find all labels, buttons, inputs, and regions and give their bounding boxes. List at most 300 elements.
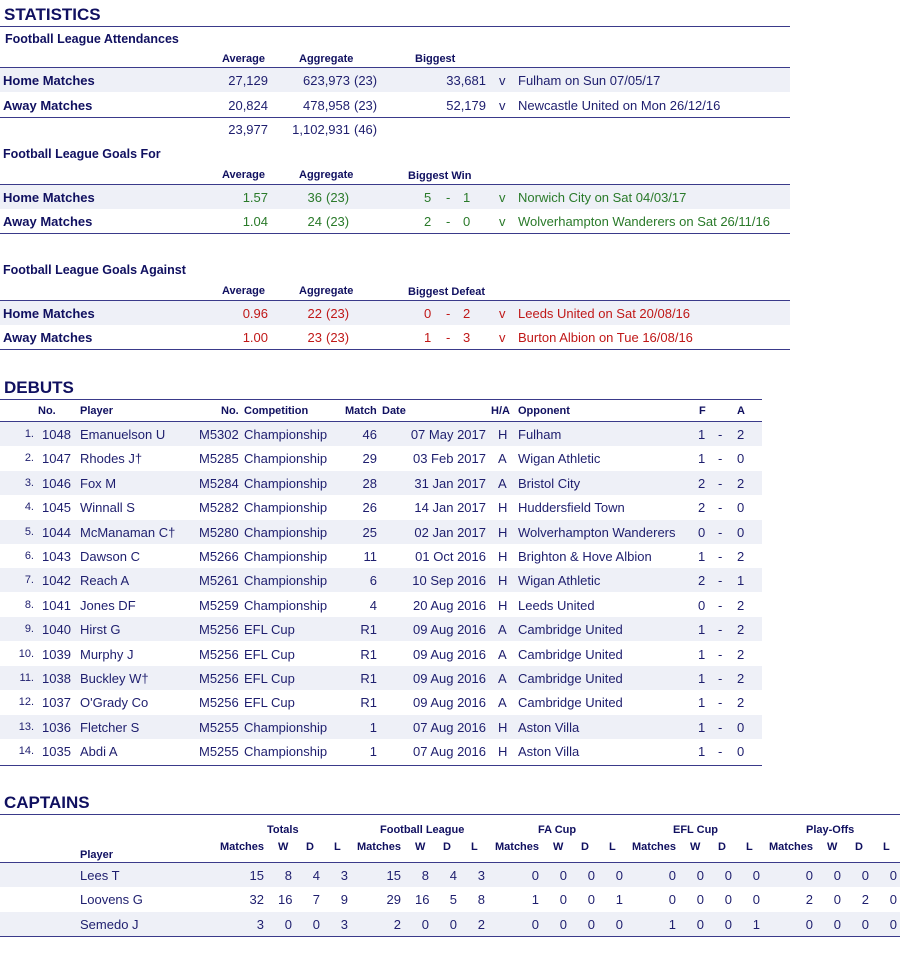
col-average: Average	[222, 53, 266, 65]
opponent-name: Cambridge United	[518, 646, 623, 662]
captain-stat: 2	[805, 892, 813, 908]
statistics-title: STATISTICS	[4, 5, 101, 24]
col-date: Date	[382, 405, 406, 417]
match-round: R1	[360, 622, 377, 638]
score-against: 0	[737, 719, 745, 735]
competition: EFL Cup	[244, 671, 295, 686]
score-dash: -	[718, 427, 723, 442]
home-away: A	[498, 475, 507, 491]
versus: v	[499, 306, 506, 321]
match-number: M5256	[199, 646, 239, 662]
debut-number: 1041	[42, 597, 71, 613]
match-round: 4	[369, 597, 377, 613]
match-number: M5302	[199, 427, 239, 442]
score-dash: -	[446, 214, 451, 229]
score-against: 3	[463, 330, 471, 345]
col-debut-no: No.	[38, 405, 56, 417]
debut-number: 1046	[42, 475, 71, 491]
match-date: 10 Sep 2016	[412, 573, 486, 589]
player-name: Emanuelson U	[80, 427, 166, 442]
player-name: Dawson C	[80, 549, 140, 564]
row-label: Away Matches	[3, 330, 93, 345]
captain-stat: 0	[889, 868, 897, 883]
group-fa-cup: FA Cup	[538, 824, 577, 836]
player-name: Murphy J	[80, 646, 134, 662]
divider	[0, 349, 790, 350]
home-away: A	[498, 646, 507, 662]
captain-stat: 9	[340, 892, 348, 908]
opponent-name: Aston Villa	[518, 719, 580, 735]
player-name: Abdi A	[80, 744, 118, 760]
col-aggregate: Aggregate	[299, 169, 354, 181]
score-for: 1	[698, 744, 706, 760]
captain-stat: 16	[278, 892, 293, 908]
col-l: L	[334, 841, 341, 853]
col-competition: Competition	[244, 405, 309, 417]
score-against: 0	[737, 524, 745, 540]
match-round: 11	[363, 549, 377, 564]
score-dash: -	[446, 330, 451, 345]
group-efl-cup: EFL Cup	[673, 824, 719, 836]
captain-stat: 0	[531, 868, 539, 883]
divider	[0, 117, 790, 118]
match-count: (23)	[354, 98, 378, 113]
match-round: R1	[360, 695, 377, 711]
average-value: 0.96	[242, 306, 268, 321]
captain-stat: 8	[421, 868, 429, 883]
divider	[0, 399, 762, 400]
col-against: A	[737, 405, 745, 417]
col-player: Player	[80, 405, 114, 417]
row-index: 2.	[24, 452, 34, 465]
aggregate-value: 36	[307, 190, 322, 205]
captain-stat: 8	[477, 892, 485, 908]
score-dash: -	[718, 622, 723, 638]
score-for: 1	[698, 622, 706, 638]
match-count: (23)	[326, 306, 350, 321]
score-against: 2	[737, 622, 745, 638]
captains-title: CAPTAINS	[4, 793, 90, 812]
col-l: L	[746, 841, 753, 853]
row-label: Home Matches	[3, 190, 95, 205]
row-index: 14.	[18, 745, 34, 758]
col-biggest-win: Biggest Win	[408, 170, 472, 182]
match-date: 07 Aug 2016	[412, 744, 486, 760]
captain-stat: 0	[615, 916, 623, 932]
debut-number: 1043	[42, 549, 71, 564]
divider	[0, 814, 900, 815]
col-matches: Matches	[769, 841, 814, 853]
captain-stat: 0	[724, 892, 732, 908]
match-number: M5266	[199, 549, 239, 564]
col-matches: Matches	[632, 841, 677, 853]
group-totals: Totals	[267, 824, 299, 836]
captain-name: Semedo J	[80, 916, 139, 932]
divider	[0, 936, 900, 937]
col-aggregate: Aggregate	[299, 53, 354, 65]
biggest-detail: Newcastle United on Mon 26/12/16	[518, 98, 721, 113]
score-for: 5	[424, 190, 432, 205]
competition: Championship	[244, 573, 328, 589]
score-dash: -	[446, 306, 451, 321]
score-dash: -	[718, 451, 723, 467]
col-d: D	[718, 841, 726, 853]
score-against: 2	[737, 695, 745, 711]
match-date: 31 Jan 2017	[414, 475, 486, 491]
captain-stat: 0	[668, 892, 676, 908]
opponent-name: Leeds United	[518, 597, 595, 613]
col-w: W	[553, 841, 564, 853]
col-w: W	[690, 841, 701, 853]
competition: Championship	[244, 597, 328, 613]
row-label: Home Matches	[3, 306, 95, 321]
col-l: L	[471, 841, 478, 853]
match-round: 1	[369, 719, 377, 735]
score-for: 1	[698, 549, 706, 564]
score-for: 1	[698, 695, 706, 711]
score-against: 0	[737, 451, 745, 467]
match-number: M5255	[199, 719, 239, 735]
opponent-name: Huddersfield Town	[518, 500, 625, 516]
debut-number: 1037	[42, 695, 71, 711]
row-index: 7.	[24, 574, 34, 587]
captain-stat: 2	[393, 916, 401, 932]
col-match-no: No.	[221, 405, 239, 417]
player-name: Jones DF	[80, 597, 136, 613]
col-d: D	[306, 841, 314, 853]
attendance-title: Football League Attendances	[5, 32, 179, 46]
col-home-away: H/A	[491, 405, 510, 417]
match-date: 20 Aug 2016	[412, 597, 486, 613]
biggest-detail: Burton Albion on Tue 16/08/16	[518, 330, 693, 345]
score-dash: -	[718, 597, 723, 613]
score-for: 1	[424, 330, 432, 345]
aggregate-value: 623,973	[303, 73, 350, 88]
score-dash: -	[718, 524, 723, 540]
opponent-name: Cambridge United	[518, 671, 623, 686]
competition: EFL Cup	[244, 646, 295, 662]
biggest-value: 52,179	[446, 98, 486, 113]
opponent-name: Fulham	[518, 427, 562, 442]
score-against: 1	[463, 190, 471, 205]
debut-number: 1048	[42, 427, 71, 442]
captain-stat: 0	[752, 868, 760, 883]
captain-stat: 0	[615, 868, 623, 883]
biggest-detail: Fulham on Sun 07/05/17	[518, 73, 661, 88]
group-play-offs: Play-Offs	[806, 824, 855, 836]
row-index: 3.	[24, 476, 34, 489]
captain-stat: 0	[559, 868, 567, 883]
captain-stat: 1	[615, 892, 623, 908]
home-away: H	[498, 597, 508, 613]
score-against: 2	[737, 549, 745, 564]
competition: Championship	[244, 744, 328, 760]
home-away: H	[498, 573, 508, 589]
match-round: 29	[362, 451, 377, 467]
row-index: 10.	[18, 647, 34, 660]
col-d: D	[443, 841, 451, 853]
col-aggregate: Aggregate	[299, 285, 354, 297]
col-biggest-defeat: Biggest Defeat	[408, 286, 486, 298]
row-index: 9.	[24, 623, 34, 636]
debut-number: 1036	[42, 719, 71, 735]
score-for: 0	[698, 597, 706, 613]
score-against: 2	[737, 646, 745, 662]
captain-stat: 0	[696, 916, 704, 932]
captain-stat: 3	[340, 868, 348, 883]
match-date: 09 Aug 2016	[412, 671, 486, 686]
captain-stat: 0	[724, 916, 732, 932]
player-name: Rhodes J†	[80, 451, 143, 467]
opponent-name: Aston Villa	[518, 744, 580, 760]
average-value: 20,824	[228, 98, 268, 113]
player-name: O'Grady Co	[80, 695, 149, 711]
captain-stat: 7	[312, 892, 320, 908]
col-w: W	[415, 841, 426, 853]
captain-stat: 0	[587, 916, 595, 932]
opponent-name: Cambridge United	[518, 622, 623, 638]
captain-stat: 1	[531, 892, 539, 908]
debut-number: 1045	[42, 500, 71, 516]
opponent-name: Brighton & Hove Albion	[518, 549, 652, 564]
average-value: 27,129	[228, 73, 268, 88]
captain-stat: 0	[861, 868, 869, 883]
col-w: W	[278, 841, 289, 853]
score-for: 1	[698, 427, 706, 442]
debut-number: 1038	[42, 671, 71, 686]
match-number: M5256	[199, 671, 239, 686]
competition: Championship	[244, 719, 328, 735]
captain-stat: 0	[696, 868, 704, 883]
col-matches: Matches	[220, 841, 265, 853]
home-away: A	[498, 671, 507, 686]
match-date: 07 Aug 2016	[412, 719, 486, 735]
captain-stat: 4	[449, 868, 457, 883]
captain-name: Lees T	[80, 868, 120, 883]
match-count: (23)	[354, 73, 378, 88]
captain-stat: 0	[559, 916, 567, 932]
match-round: R1	[360, 646, 377, 662]
score-dash: -	[446, 190, 451, 205]
score-for: 2	[424, 214, 432, 229]
versus: v	[499, 98, 506, 113]
match-number: M5256	[199, 622, 239, 638]
col-matches: Matches	[495, 841, 540, 853]
aggregate-value: 22	[307, 306, 322, 321]
match-date: 09 Aug 2016	[412, 695, 486, 711]
versus: v	[499, 190, 506, 205]
group-football-league: Football League	[380, 824, 465, 836]
col-l: L	[609, 841, 616, 853]
match-round: 26	[362, 500, 377, 516]
player-name: Reach A	[80, 573, 130, 589]
captain-stat: 0	[805, 916, 813, 932]
total-average: 23,977	[228, 122, 268, 137]
home-away: H	[498, 719, 508, 735]
captain-stat: 0	[833, 892, 841, 908]
row-index: 4.	[24, 501, 34, 514]
home-away: H	[498, 500, 508, 516]
row-index: 6.	[24, 550, 34, 562]
captain-stat: 0	[724, 868, 732, 883]
score-against: 1	[737, 573, 745, 589]
captain-stat: 16	[415, 892, 430, 908]
col-matches: Matches	[357, 841, 402, 853]
competition: Championship	[244, 524, 328, 540]
col-biggest: Biggest	[415, 53, 456, 65]
col-l: L	[883, 841, 890, 853]
captain-stat: 3	[256, 916, 264, 932]
score-for: 0	[424, 306, 432, 321]
captain-stat: 0	[421, 916, 429, 932]
player-name: Fletcher S	[80, 719, 140, 735]
biggest-detail: Leeds United on Sat 20/08/16	[518, 306, 691, 321]
versus: v	[499, 73, 506, 88]
captain-stat: 3	[477, 868, 485, 883]
match-number: M5255	[199, 744, 239, 760]
opponent-name: Wigan Athletic	[518, 573, 601, 589]
opponent-name: Cambridge United	[518, 695, 623, 711]
biggest-detail: Wolverhampton Wanderers on Sat 26/11/16	[518, 214, 770, 229]
col-opponent: Opponent	[518, 405, 570, 417]
match-date: 07 May 2017	[410, 427, 486, 442]
versus: v	[499, 330, 506, 345]
captain-stat: 2	[861, 892, 869, 908]
captain-stat: 0	[449, 916, 457, 932]
debuts-title: DEBUTS	[4, 378, 74, 397]
captain-stat: 0	[587, 868, 595, 883]
captain-stat: 29	[386, 892, 401, 908]
col-player: Player	[80, 849, 114, 861]
row-label: Away Matches	[3, 214, 93, 229]
score-against: 2	[737, 475, 745, 491]
match-number: M5261	[199, 573, 239, 589]
average-value: 1.57	[242, 190, 268, 205]
home-away: A	[498, 622, 507, 638]
divider	[0, 765, 762, 766]
goals-against-title: Football League Goals Against	[3, 263, 186, 277]
home-away: A	[498, 451, 507, 467]
home-away: H	[498, 549, 508, 564]
biggest-value: 33,681	[446, 73, 486, 88]
competition: EFL Cup	[244, 695, 295, 711]
match-number: M5284	[199, 475, 239, 491]
row-index: 1.	[24, 428, 34, 440]
competition: EFL Cup	[244, 622, 295, 638]
captain-stat: 15	[249, 868, 264, 883]
average-value: 1.00	[242, 330, 268, 345]
score-for: 1	[698, 451, 706, 467]
score-for: 1	[698, 671, 706, 686]
debut-number: 1035	[42, 744, 71, 760]
score-dash: -	[718, 695, 723, 711]
home-away: H	[498, 524, 508, 540]
competition: Championship	[244, 475, 328, 491]
captain-stat: 1	[752, 916, 760, 932]
score-dash: -	[718, 573, 723, 589]
captain-stat: 0	[531, 916, 539, 932]
row-index: 8.	[24, 598, 34, 611]
match-date: 14 Jan 2017	[414, 500, 486, 516]
captain-stat: 0	[587, 892, 595, 908]
score-against: 0	[463, 214, 471, 229]
competition: Championship	[244, 500, 328, 516]
score-dash: -	[718, 719, 723, 735]
score-dash: -	[718, 475, 723, 491]
row-band	[0, 68, 790, 92]
captain-stat: 5	[449, 892, 457, 908]
score-for: 2	[698, 573, 706, 589]
competition: Championship	[244, 549, 328, 564]
player-name: Hirst G	[80, 622, 121, 638]
score-against: 0	[737, 744, 745, 760]
home-away: H	[498, 744, 508, 760]
row-index: 11.	[19, 672, 34, 684]
captain-stat: 0	[805, 868, 813, 883]
match-round: 28	[362, 475, 377, 491]
score-against: 2	[737, 597, 745, 613]
opponent-name: Wolverhampton Wanderers	[518, 524, 676, 540]
captain-stat: 4	[312, 868, 320, 883]
match-number: M5259	[199, 597, 239, 613]
row-label: Home Matches	[3, 73, 95, 88]
biggest-detail: Norwich City on Sat 04/03/17	[518, 190, 687, 205]
score-against: 0	[737, 500, 745, 516]
col-d: D	[581, 841, 589, 853]
score-dash: -	[718, 646, 723, 662]
captain-stat: 2	[477, 916, 485, 932]
col-for: F	[699, 405, 706, 417]
competition: Championship	[244, 427, 328, 442]
col-match: Match	[345, 405, 377, 417]
home-away: H	[498, 427, 508, 442]
captain-name: Loovens G	[80, 892, 143, 908]
debut-number: 1040	[42, 622, 71, 638]
competition: Championship	[244, 451, 328, 467]
col-w: W	[827, 841, 838, 853]
captain-stat: 0	[833, 868, 841, 883]
average-value: 1.04	[242, 214, 268, 229]
score-against: 2	[737, 427, 745, 442]
match-number: M5256	[199, 695, 239, 711]
row-label: Away Matches	[3, 98, 93, 113]
row-index: 5.	[24, 525, 34, 538]
match-date: 03 Feb 2017	[412, 451, 486, 467]
captain-stat: 3	[340, 916, 348, 932]
player-name: Fox M	[80, 475, 117, 491]
match-date: 09 Aug 2016	[412, 622, 486, 638]
aggregate-value: 478,958	[303, 98, 350, 113]
match-date: 01 Oct 2016	[415, 549, 486, 564]
match-count: (23)	[326, 330, 350, 345]
captain-stat: 0	[559, 892, 567, 908]
opponent-name: Wigan Athletic	[518, 451, 601, 467]
score-dash: -	[718, 744, 723, 760]
score-for: 1	[698, 719, 706, 735]
captain-stat: 0	[861, 916, 869, 932]
goals-for-title: Football League Goals For	[3, 147, 161, 161]
captain-stat: 1	[668, 916, 676, 932]
match-number: M5280	[199, 524, 239, 540]
captain-stat: 0	[696, 892, 704, 908]
match-date: 02 Jan 2017	[414, 524, 486, 540]
player-name: McManaman C†	[80, 524, 176, 540]
player-name: Winnall S	[80, 500, 135, 516]
total-aggregate: 1,102,931	[292, 122, 350, 137]
captain-stat: 0	[833, 916, 841, 932]
captain-stat: 0	[889, 916, 897, 932]
debut-number: 1044	[42, 524, 71, 540]
